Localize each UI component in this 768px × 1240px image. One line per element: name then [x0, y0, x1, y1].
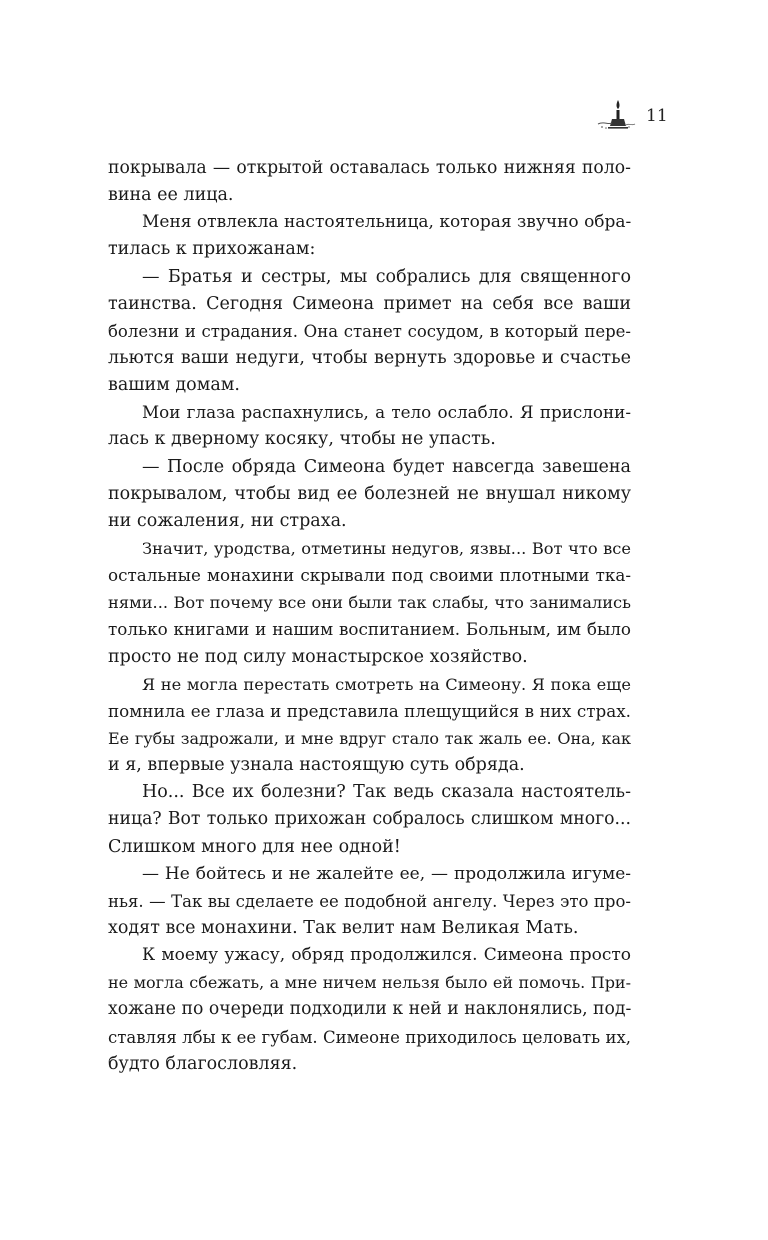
text-line: Но... Все их болезни? Так ведь сказала настоятель- — [142, 782, 631, 803]
text-line: — После обряда Симеона будет навсегда завешена — [142, 456, 631, 477]
text-line: хожане по очереди подходили к ней и наклонялись, под- — [108, 999, 632, 1020]
text-line: остальные монахини скрывали под своими плотными тка- — [108, 565, 631, 586]
text-line: ни сожаления, ни страха. — [108, 510, 347, 531]
text-line: ница? Вот только прихожан собралось слишком много... — [108, 809, 631, 830]
text-line: таинства. Сегодня Симеона примет на себя все ваши — [108, 293, 631, 314]
text-line: — Не бойтесь и не жалейте ее, — продолжила игуме- — [142, 863, 631, 884]
text-line: только книгами и нашим воспитанием. Больным, им было — [108, 619, 631, 640]
text-line: помнила ее глаза и представила плещущийся в них страх. — [108, 700, 631, 721]
body-text — [108, 155, 631, 1078]
text-line: ставляя лбы к ее губам. Симеоне приходилось целовать их, — [108, 1027, 631, 1047]
text-line: вина ее лица. — [108, 185, 234, 206]
text-line: Значит, уродства, отметины недугов, язвы... Вот что все — [142, 538, 631, 558]
text-line: покрывала — открытой оставалась только нижняя поло- — [108, 158, 631, 178]
text-line: льются ваши недуги, чтобы вернуть здоровье и счастье — [108, 347, 631, 368]
text-line: просто не под силу монастырское хозяйство. — [108, 646, 528, 667]
text-line: К моему ужасу, обряд продолжился. Симеона просто — [142, 945, 631, 966]
text-line: не могла сбежать, а мне ничем нельзя было ей помочь. При- — [108, 973, 631, 993]
text-line: покрывалом, чтобы вид ее болезней не внушал никому — [108, 483, 631, 504]
page-number: 11 — [646, 106, 668, 126]
text-line: будто благословляя. — [108, 1053, 298, 1074]
text-line: вашим домам. — [108, 375, 240, 396]
text-line: и я, впервые узнала настоящую суть обряда. — [108, 755, 525, 776]
candle-ornament-icon — [596, 98, 636, 132]
text-line: тилась к прихожанам: — [108, 239, 316, 260]
text-line: лась к дверному косяку, чтобы не упасть. — [108, 429, 496, 450]
text-line: — Братья и сестры, мы собрались для священного — [142, 266, 631, 287]
text-line: Я не могла перестать смотреть на Симеону. Я пока еще — [142, 674, 631, 694]
text-line: болезни и страдания. Она станет сосудом, в который пере- — [108, 321, 631, 341]
text-line: Мои глаза распахнулись, а тело ослабло. Я прислони- — [142, 402, 631, 423]
text-line: нями... Вот почему все они были так слабы, что занимались — [108, 593, 631, 613]
text-line: нья. — Так вы сделаете ее подобной ангелу. Через это про- — [108, 891, 631, 911]
text-line: Слишком много для нее одной! — [108, 836, 401, 857]
text-line: ходят все монахини. Так велит нам Великая Мать. — [108, 917, 579, 938]
text-line: Меня отвлекла настоятельница, которая звучно обра- — [142, 212, 632, 233]
text-line: Ее губы задрожали, и мне вдруг стало так жаль ее. Она, как — [108, 728, 631, 748]
